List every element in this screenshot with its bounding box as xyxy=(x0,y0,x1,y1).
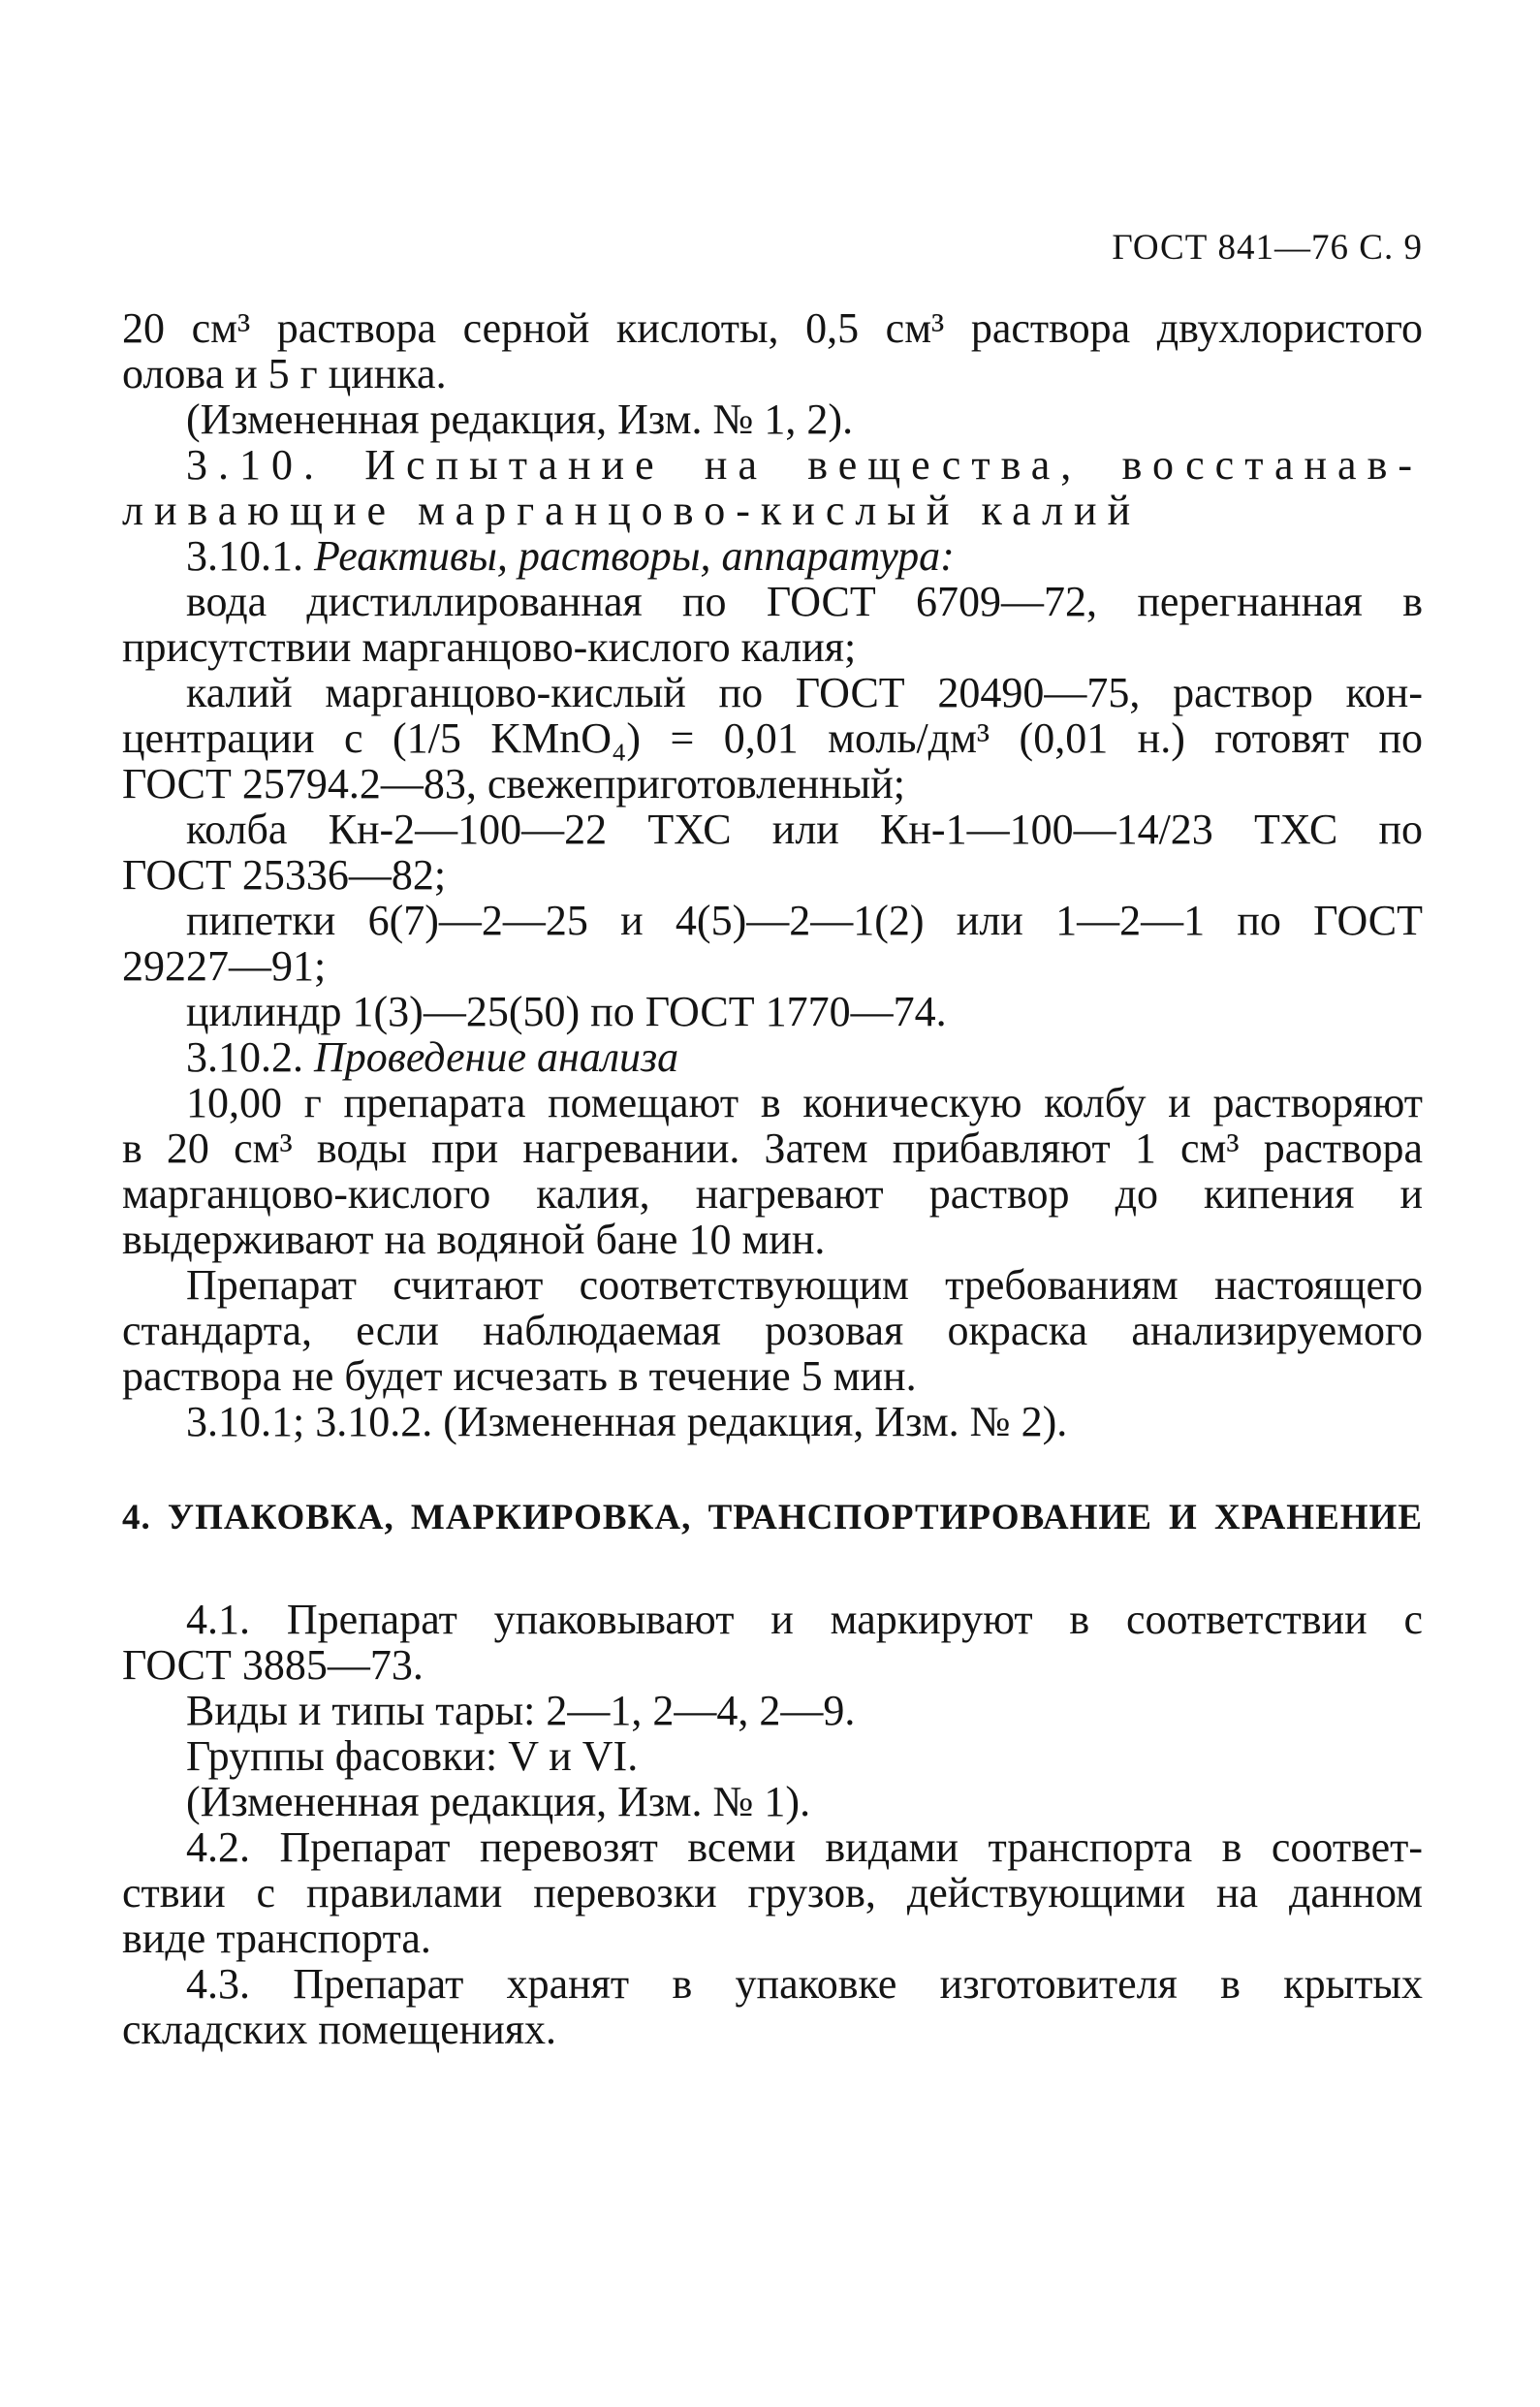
text-line: 4.3. Препарат хранят в упаковке изготовителя в крытых xyxy=(186,1960,1423,2008)
text-line xyxy=(122,1034,1423,1080)
text-line: присутствии марганцово-кислого калия; xyxy=(122,623,857,671)
text-line: ГОСТ 25794.2—83, свежеприготовленный; xyxy=(122,760,906,808)
text-line: ливающие марганцово-кислый калий xyxy=(122,487,1142,534)
text-line: марганцово-кислого калия, нагревают раствор до кипения и xyxy=(122,1170,1423,1218)
text-line: виде транспорта. xyxy=(122,1915,431,1962)
page-header: ГОСТ 841—76 С. 9 xyxy=(1112,228,1423,268)
text-line: цилиндр 1(3)—25(50) по ГОСТ 1770—74. xyxy=(186,988,947,1035)
text-line: 20 см³ раствора серной кислоты, 0,5 см³ раствора двухлористого xyxy=(122,304,1423,352)
text-line: 3.10.1; 3.10.2. (Измененная редакция, Изм. № 2). xyxy=(186,1398,1068,1445)
text-line: раствора не будет исчезать в течение 5 мин. xyxy=(122,1352,917,1400)
text-line: Препарат считают соответствующим требованиям настоящего xyxy=(186,1261,1423,1309)
clause-number: 3.10.1. xyxy=(186,532,314,580)
section-4-text xyxy=(122,1597,1423,2052)
text-line: Группы фасовки: V и VI. xyxy=(186,1732,639,1780)
section-title: 4. УПАКОВКА, МАРКИРОВКА, ТРАНСПОРТИРОВАНИЕ И ХРАНЕНИЕ xyxy=(122,1498,1423,1537)
text-line: пипетки 6(7)—2—25 и 4(5)—2—1(2) или 1—2—1 по ГОСТ xyxy=(186,897,1423,944)
text-line: в 20 см³ воды при нагревании. Затем прибавляют 1 см³ раствора xyxy=(122,1124,1423,1172)
text-line: вода дистиллированная по ГОСТ 6709—72, перегнанная в xyxy=(186,578,1423,625)
text-line: калий марганцово-кислый по ГОСТ 20490—75, раствор кон- xyxy=(186,669,1423,716)
section-3-10-text xyxy=(122,305,1423,1444)
text-line: (Измененная редакция, Изм. № 1). xyxy=(186,1778,811,1825)
clause-heading: Проведение анализа xyxy=(314,1033,679,1081)
text-line: (Измененная редакция, Изм. № 1, 2). xyxy=(186,396,854,443)
text-line: 4.2. Препарат перевозят всеми видами транспорта в соответ- xyxy=(186,1823,1423,1871)
text-line: стандарта, если наблюдаемая розовая окраска анализируемого xyxy=(122,1307,1423,1354)
text-line: ГОСТ 3885—73. xyxy=(122,1641,424,1689)
text-line: 10,00 г препарата помещают в коническую колбу и растворяют xyxy=(186,1079,1423,1126)
text-line: Виды и типы тары: 2—1, 2—4, 2—9. xyxy=(186,1687,856,1734)
text-line: выдерживают на водяной бане 10 мин. xyxy=(122,1216,826,1263)
clause-heading: Реактивы, растворы, аппаратура: xyxy=(314,532,955,580)
text-line: складских помещениях. xyxy=(122,2006,557,2053)
text-line: колба Кн-2—100—22 ТХС или Кн-1—100—14/23 ТХС по xyxy=(186,806,1423,853)
text-line: 29227—91; xyxy=(122,942,327,990)
text-line: 3.10. Испытание на вещества, восстанав- xyxy=(186,441,1423,489)
text-line: ствии с правилами перевозки грузов, действующими на данном xyxy=(122,1869,1423,1916)
body-text xyxy=(122,305,1423,2052)
text-line: центрации c (1/5 KMnO₄) = 0,01 моль/дм³ (0,01 н.) готовят по xyxy=(122,714,1423,762)
text-line xyxy=(122,533,1423,579)
text-line: олова и 5 г цинка. xyxy=(122,350,447,397)
text-line: ГОСТ 25336—82; xyxy=(122,851,447,899)
clause-number: 3.10.2. xyxy=(186,1033,314,1081)
text-line: 4.1. Препарат упаковывают и маркируют в соответствии с xyxy=(186,1596,1423,1643)
